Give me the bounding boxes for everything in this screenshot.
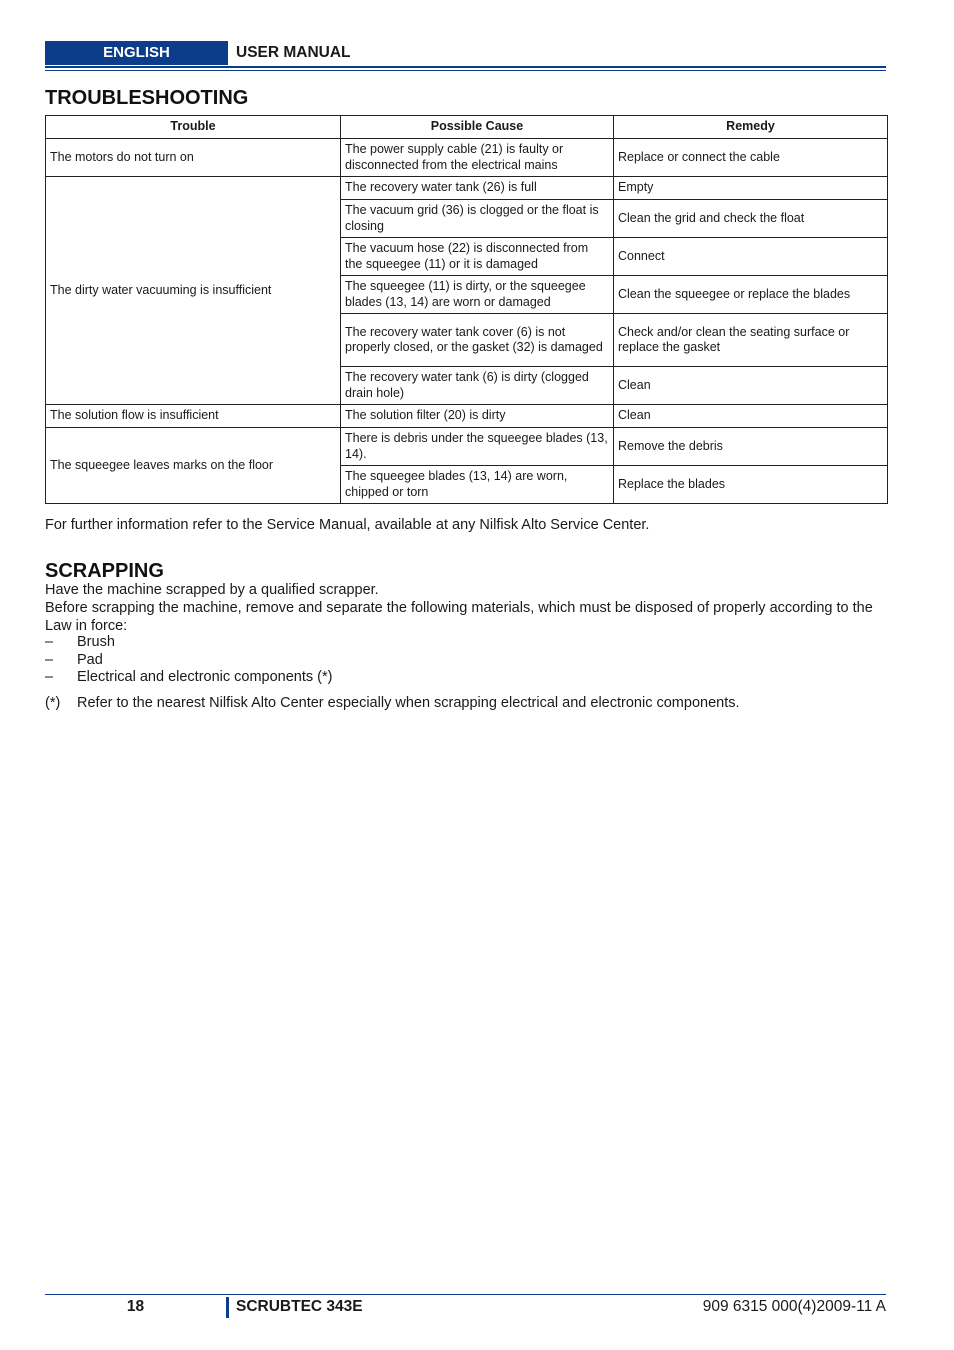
remedy-cell: Remove the debris <box>614 428 888 466</box>
table-row <box>46 428 888 466</box>
remedy-cell: Empty <box>614 177 888 200</box>
column-header-cause: Possible Cause <box>341 116 614 139</box>
cause-cell: The squeegee (11) is dirty, or the squeegee blades (13, 14) are worn or damaged <box>341 276 614 314</box>
cause-cell: The vacuum grid (36) is clogged or the float is closing <box>341 200 614 238</box>
remedy-cell: Clean the grid and check the float <box>614 200 888 238</box>
doc-kind-label: USER MANUAL <box>236 44 351 61</box>
cause-cell: The recovery water tank (26) is full <box>341 177 614 200</box>
footer-rule <box>45 1294 886 1295</box>
document-code: 909 6315 000(4)2009-11 A <box>702 1298 886 1315</box>
footnote-text: Refer to the nearest Nilfisk Alto Center especially when scrapping electrical and electronic components. <box>77 695 740 711</box>
cause-cell: The squeegee blades (13, 14) are worn, chipped or torn <box>341 466 614 504</box>
service-manual-note: For further information refer to the Service Manual, available at any Nilfisk Alto Service Center. <box>45 517 650 533</box>
column-header-remedy: Remedy <box>614 116 888 139</box>
page-header <box>45 41 886 71</box>
remedy-cell: Clean <box>614 405 888 428</box>
header-rule-thin <box>45 70 886 71</box>
cause-cell: The solution filter (20) is dirty <box>341 405 614 428</box>
remedy-cell: Connect <box>614 238 888 276</box>
cause-cell: The recovery water tank cover (6) is not properly closed, or the gasket (32) is damaged <box>341 314 614 367</box>
scrapping-paragraph-1: Have the machine scrapped by a qualified scrapper. <box>45 582 379 598</box>
cause-cell: The recovery water tank (6) is dirty (clogged drain hole) <box>341 367 614 405</box>
list-dash: – <box>45 651 54 668</box>
cause-cell: The vacuum hose (22) is disconnected from the squeegee (11) or it is damaged <box>341 238 614 276</box>
trouble-cell: The dirty water vacuuming is insufficient <box>46 177 341 405</box>
table-row <box>46 177 888 200</box>
list-item-text: Brush <box>77 634 115 650</box>
footnote-mark: (*) <box>45 695 61 711</box>
remedy-cell: Check and/or clean the seating surface or replace the gasket <box>614 314 888 367</box>
column-header-trouble: Trouble <box>46 116 341 139</box>
troubleshooting-table <box>45 115 888 504</box>
trouble-cell: The solution flow is insufficient <box>46 405 341 428</box>
list-dash: – <box>45 634 54 650</box>
scrapping-title: SCRAPPING <box>45 560 164 582</box>
trouble-cell: The motors do not turn on <box>46 139 341 177</box>
table-row <box>46 405 888 428</box>
scrapping-paragraph-2: Before scrapping the machine, remove and separate the following materials, which must be disposed of properly according to the Law in force: <box>45 600 873 634</box>
remedy-cell: Replace the blades <box>614 466 888 504</box>
troubleshooting-title: TROUBLESHOOTING <box>45 87 249 109</box>
header-rule <box>45 66 886 68</box>
table-row <box>46 139 888 177</box>
trouble-cell: The squeegee leaves marks on the floor <box>46 428 341 504</box>
language-tab: ENGLISH <box>45 41 228 65</box>
list-dash: – <box>45 669 54 685</box>
cause-cell: The power supply cable (21) is faulty or disconnected from the electrical mains <box>341 139 614 177</box>
remedy-cell: Replace or connect the cable <box>614 139 888 177</box>
page-footer <box>45 1294 886 1324</box>
page-number: 18 <box>126 1298 145 1315</box>
table-header-row <box>46 116 888 139</box>
footer-divider <box>226 1297 229 1318</box>
product-name: SCRUBTEC 343E <box>236 1298 363 1315</box>
list-item-text: Pad <box>77 651 103 668</box>
remedy-cell: Clean the squeegee or replace the blades <box>614 276 888 314</box>
cause-cell: There is debris under the squeegee blades (13, 14). <box>341 428 614 466</box>
list-item-text: Electrical and electronic components (*) <box>77 669 333 685</box>
remedy-cell: Clean <box>614 367 888 405</box>
